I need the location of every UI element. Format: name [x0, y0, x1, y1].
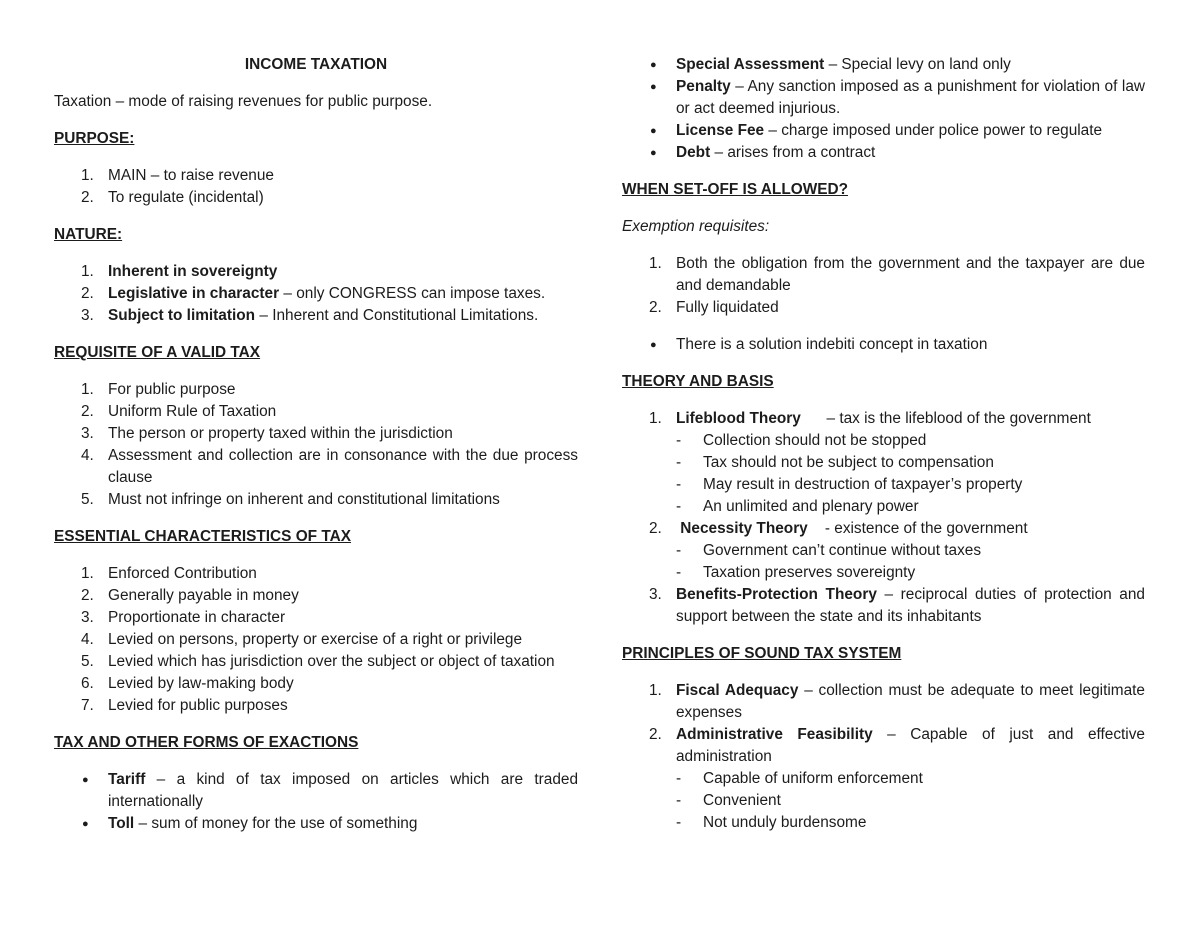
- requisite-item-text: The person or property taxed within the jurisdiction: [108, 425, 453, 442]
- requisite-item-text: Uniform Rule of Taxation: [108, 403, 277, 420]
- exactions-continued-list: [622, 54, 1145, 164]
- theory-subitem: [676, 452, 1145, 474]
- principle-item: [622, 724, 1145, 834]
- nature-list: [54, 261, 578, 327]
- list-number: 5.: [81, 491, 94, 508]
- nature-item-text: – Inherent and Constitutional Limitations.: [255, 307, 539, 324]
- list-number: 2.: [81, 403, 94, 420]
- setoff-heading: WHEN SET-OFF IS ALLOWED?: [622, 181, 848, 198]
- theory-item-text: – reciprocal duties of protection and support between the state and its inhabitants: [676, 586, 1150, 625]
- exactions-list: [54, 769, 578, 835]
- dash-icon: -: [676, 792, 682, 809]
- requisite-item-text: For public purpose: [108, 381, 236, 398]
- exaction-item-text: – arises from a contract: [710, 144, 876, 161]
- essential-item: [54, 695, 578, 717]
- theory-heading: THEORY AND BASIS: [622, 373, 774, 390]
- essential-item: [54, 673, 578, 695]
- theory-item-term: Lifeblood Theory: [676, 410, 801, 427]
- essential-item: [54, 607, 578, 629]
- principles-heading: PRINCIPLES OF SOUND TAX SYSTEM: [622, 645, 902, 662]
- bullet-icon: ●: [650, 339, 657, 351]
- theory-item: [622, 518, 1145, 584]
- list-number: 2.: [81, 285, 94, 302]
- setoff-item: [622, 297, 1145, 319]
- essential-item-text: Levied on persons, property or exercise of a right or privilege: [108, 631, 523, 648]
- theory-item: [622, 408, 1145, 518]
- list-number: 7.: [81, 697, 94, 714]
- dash-icon: -: [676, 476, 682, 493]
- requisite-item: [54, 379, 578, 401]
- nature-item-text: – only CONGRESS can impose taxes.: [279, 285, 546, 302]
- principle-item-text: – collection must be adequate to meet legitimate expenses: [676, 682, 1145, 721]
- essential-item-text: Levied for public purposes: [108, 697, 288, 714]
- requisite-list: [54, 379, 578, 511]
- document-title: INCOME TAXATION: [244, 56, 388, 73]
- list-number: 1.: [81, 381, 94, 398]
- theory-subitem-text: Government can’t continue without taxes: [703, 542, 982, 559]
- exaction-item: [622, 142, 1145, 164]
- exaction-item: [622, 54, 1145, 76]
- principle-subitem: [676, 768, 1145, 790]
- exaction-item-text: – charge imposed under police power to regulate: [764, 122, 1103, 139]
- essential-item: [54, 585, 578, 607]
- list-number: 6.: [81, 675, 94, 692]
- nature-item: [54, 283, 578, 305]
- bullet-icon: ●: [650, 81, 657, 93]
- exaction-item-text: – Any sanction imposed as a punishment for violation of law or act deemed injurious.: [676, 78, 1145, 117]
- theory-sublist: [676, 540, 1145, 584]
- exaction-item-term: Special Assessment: [676, 56, 825, 73]
- exemption-requisites-subtitle: [622, 216, 1145, 238]
- list-number: 2.: [81, 587, 94, 604]
- purpose-item-text: To regulate (incidental): [108, 189, 264, 206]
- requisite-item: [54, 423, 578, 445]
- theory-subitem-text: Taxation preserves sovereignty: [703, 564, 916, 581]
- theory-subitem-text: Collection should not be stopped: [703, 432, 927, 449]
- theory-subitem: [676, 496, 1145, 518]
- list-number: 3.: [81, 609, 94, 626]
- theory-list: [622, 408, 1150, 628]
- principle-item-term: Administrative Feasibility: [676, 726, 873, 743]
- list-number: 2.: [649, 520, 662, 537]
- exaction-item: [622, 76, 1145, 120]
- requisite-item: [54, 401, 578, 423]
- exaction-item-text: – sum of money for the use of something: [134, 815, 418, 832]
- principle-subitem-text: Capable of uniform enforcement: [703, 770, 923, 787]
- theory-subitem: [676, 562, 1145, 584]
- purpose-list: [54, 165, 578, 209]
- nature-item-term: Subject to limitation: [108, 307, 256, 324]
- essential-item: [54, 651, 578, 673]
- exaction-item-text: – Special levy on land only: [824, 56, 1011, 73]
- theory-item-text: - existence of the government: [807, 520, 1028, 537]
- essential-characteristics-heading: ESSENTIAL CHARACTERISTICS OF TAX: [54, 528, 351, 545]
- purpose-item: [54, 187, 578, 209]
- exaction-item-term: Toll: [108, 815, 135, 832]
- principles-list: [622, 680, 1145, 834]
- dash-icon: -: [676, 454, 682, 471]
- theory-subitem: [676, 540, 1145, 562]
- list-number: 3.: [81, 307, 94, 324]
- theory-subitem-text: An unlimited and plenary power: [703, 498, 919, 515]
- bullet-icon: ●: [650, 59, 657, 71]
- principle-subitem: [676, 812, 1145, 834]
- theory-item-term: Benefits-Protection Theory: [676, 586, 877, 603]
- purpose-item: [54, 165, 578, 187]
- list-number: 3.: [81, 425, 94, 442]
- essential-item-text: Enforced Contribution: [108, 565, 257, 582]
- taxation-definition: Taxation – mode of raising revenues for public purpose.: [54, 93, 433, 110]
- dash-icon: -: [676, 498, 682, 515]
- principle-item-text: – Capable of just and effective administration: [676, 726, 1145, 765]
- exaction-item: [54, 813, 578, 835]
- bullet-icon: ●: [650, 147, 657, 159]
- list-number: 5.: [81, 653, 94, 670]
- theory-subitem: [676, 474, 1145, 496]
- requisite-item-text: Must not infringe on inherent and constitutional limitations: [108, 491, 500, 508]
- bullet-icon: ●: [82, 774, 89, 786]
- requisite-item-text: Assessment and collection are in consonance with the due process clause: [108, 447, 578, 486]
- setoff-item-text: Fully liquidated: [676, 299, 779, 316]
- theory-subitem-text: May result in destruction of taxpayer’s property: [703, 476, 1023, 493]
- exactions-heading: TAX AND OTHER FORMS OF EXACTIONS: [54, 734, 359, 751]
- dash-icon: -: [676, 814, 682, 831]
- nature-item-term: Inherent in sovereignty: [108, 263, 278, 280]
- list-number: 1.: [649, 410, 662, 427]
- setoff-item: [622, 253, 1145, 297]
- theory-item: [622, 584, 1150, 628]
- essential-item: [54, 563, 578, 585]
- exaction-item-term: License Fee: [676, 122, 765, 139]
- purpose-item-text: MAIN – to raise revenue: [108, 167, 274, 184]
- purpose-heading: PURPOSE:: [54, 130, 135, 147]
- principle-subitem-text: Convenient: [703, 792, 781, 809]
- right-column: [622, 54, 1150, 849]
- setoff-list: [622, 253, 1145, 319]
- dash-icon: -: [676, 432, 682, 449]
- requisite-item: [54, 489, 578, 511]
- exaction-item-text: – a kind of tax imposed on articles which are traded internationally: [108, 771, 578, 810]
- principle-item: [622, 680, 1145, 724]
- essential-item-text: Levied by law-making body: [108, 675, 294, 692]
- bullet-icon: ●: [650, 125, 657, 137]
- essential-item-text: Proportionate in character: [108, 609, 286, 626]
- principle-subitem: [676, 790, 1145, 812]
- dash-icon: -: [676, 564, 682, 581]
- list-number: 4.: [81, 631, 94, 648]
- theory-item-term: Necessity Theory: [676, 520, 808, 537]
- theory-subitem: [676, 430, 1145, 452]
- list-number: 1.: [81, 263, 94, 280]
- list-number: 2.: [649, 726, 662, 743]
- requisite-item: [54, 445, 578, 489]
- list-number: 1.: [81, 565, 94, 582]
- nature-item: [54, 261, 578, 283]
- left-column: [54, 54, 578, 850]
- principle-subitem-text: Not unduly burdensome: [703, 814, 867, 831]
- nature-item-term: Legislative in character: [108, 285, 280, 302]
- exaction-item: [54, 769, 578, 813]
- exaction-item-term: Penalty: [676, 78, 731, 95]
- bullet-icon: ●: [82, 818, 89, 830]
- nature-heading: NATURE:: [54, 226, 123, 243]
- nature-item: [54, 305, 578, 327]
- setoff-note: [622, 334, 1145, 356]
- exemption-requisites-text: Exemption requisites:: [622, 218, 770, 235]
- theory-item-text: – tax is the lifeblood of the government: [800, 410, 1091, 427]
- list-number: 2.: [649, 299, 662, 316]
- list-number: 2.: [81, 189, 94, 206]
- list-number: 1.: [81, 167, 94, 184]
- essential-item: [54, 629, 578, 651]
- theory-sublist: [676, 430, 1145, 518]
- setoff-item-text: Both the obligation from the government and the taxpayer are due and demandable: [676, 255, 1145, 294]
- requisite-heading: REQUISITE OF A VALID TAX: [54, 344, 261, 361]
- theory-subitem-text: Tax should not be subject to compensation: [703, 454, 994, 471]
- exaction-item-term: Debt: [676, 144, 711, 161]
- exaction-item-term: Tariff: [108, 771, 146, 788]
- list-number: 4.: [81, 447, 94, 464]
- dash-icon: -: [676, 770, 682, 787]
- essential-item-text: Levied which has jurisdiction over the subject or object of taxation: [108, 653, 555, 670]
- principle-sublist: [676, 768, 1145, 834]
- essential-item-text: Generally payable in money: [108, 587, 299, 604]
- dash-icon: -: [676, 542, 682, 559]
- list-number: 3.: [649, 586, 662, 603]
- list-number: 1.: [649, 255, 662, 272]
- principle-item-term: Fiscal Adequacy: [676, 682, 799, 699]
- list-number: 1.: [649, 682, 662, 699]
- exaction-item: [622, 120, 1145, 142]
- setoff-note-list: [622, 334, 1145, 356]
- essential-characteristics-list: [54, 563, 578, 717]
- setoff-note-text: There is a solution indebiti concept in taxation: [676, 336, 988, 353]
